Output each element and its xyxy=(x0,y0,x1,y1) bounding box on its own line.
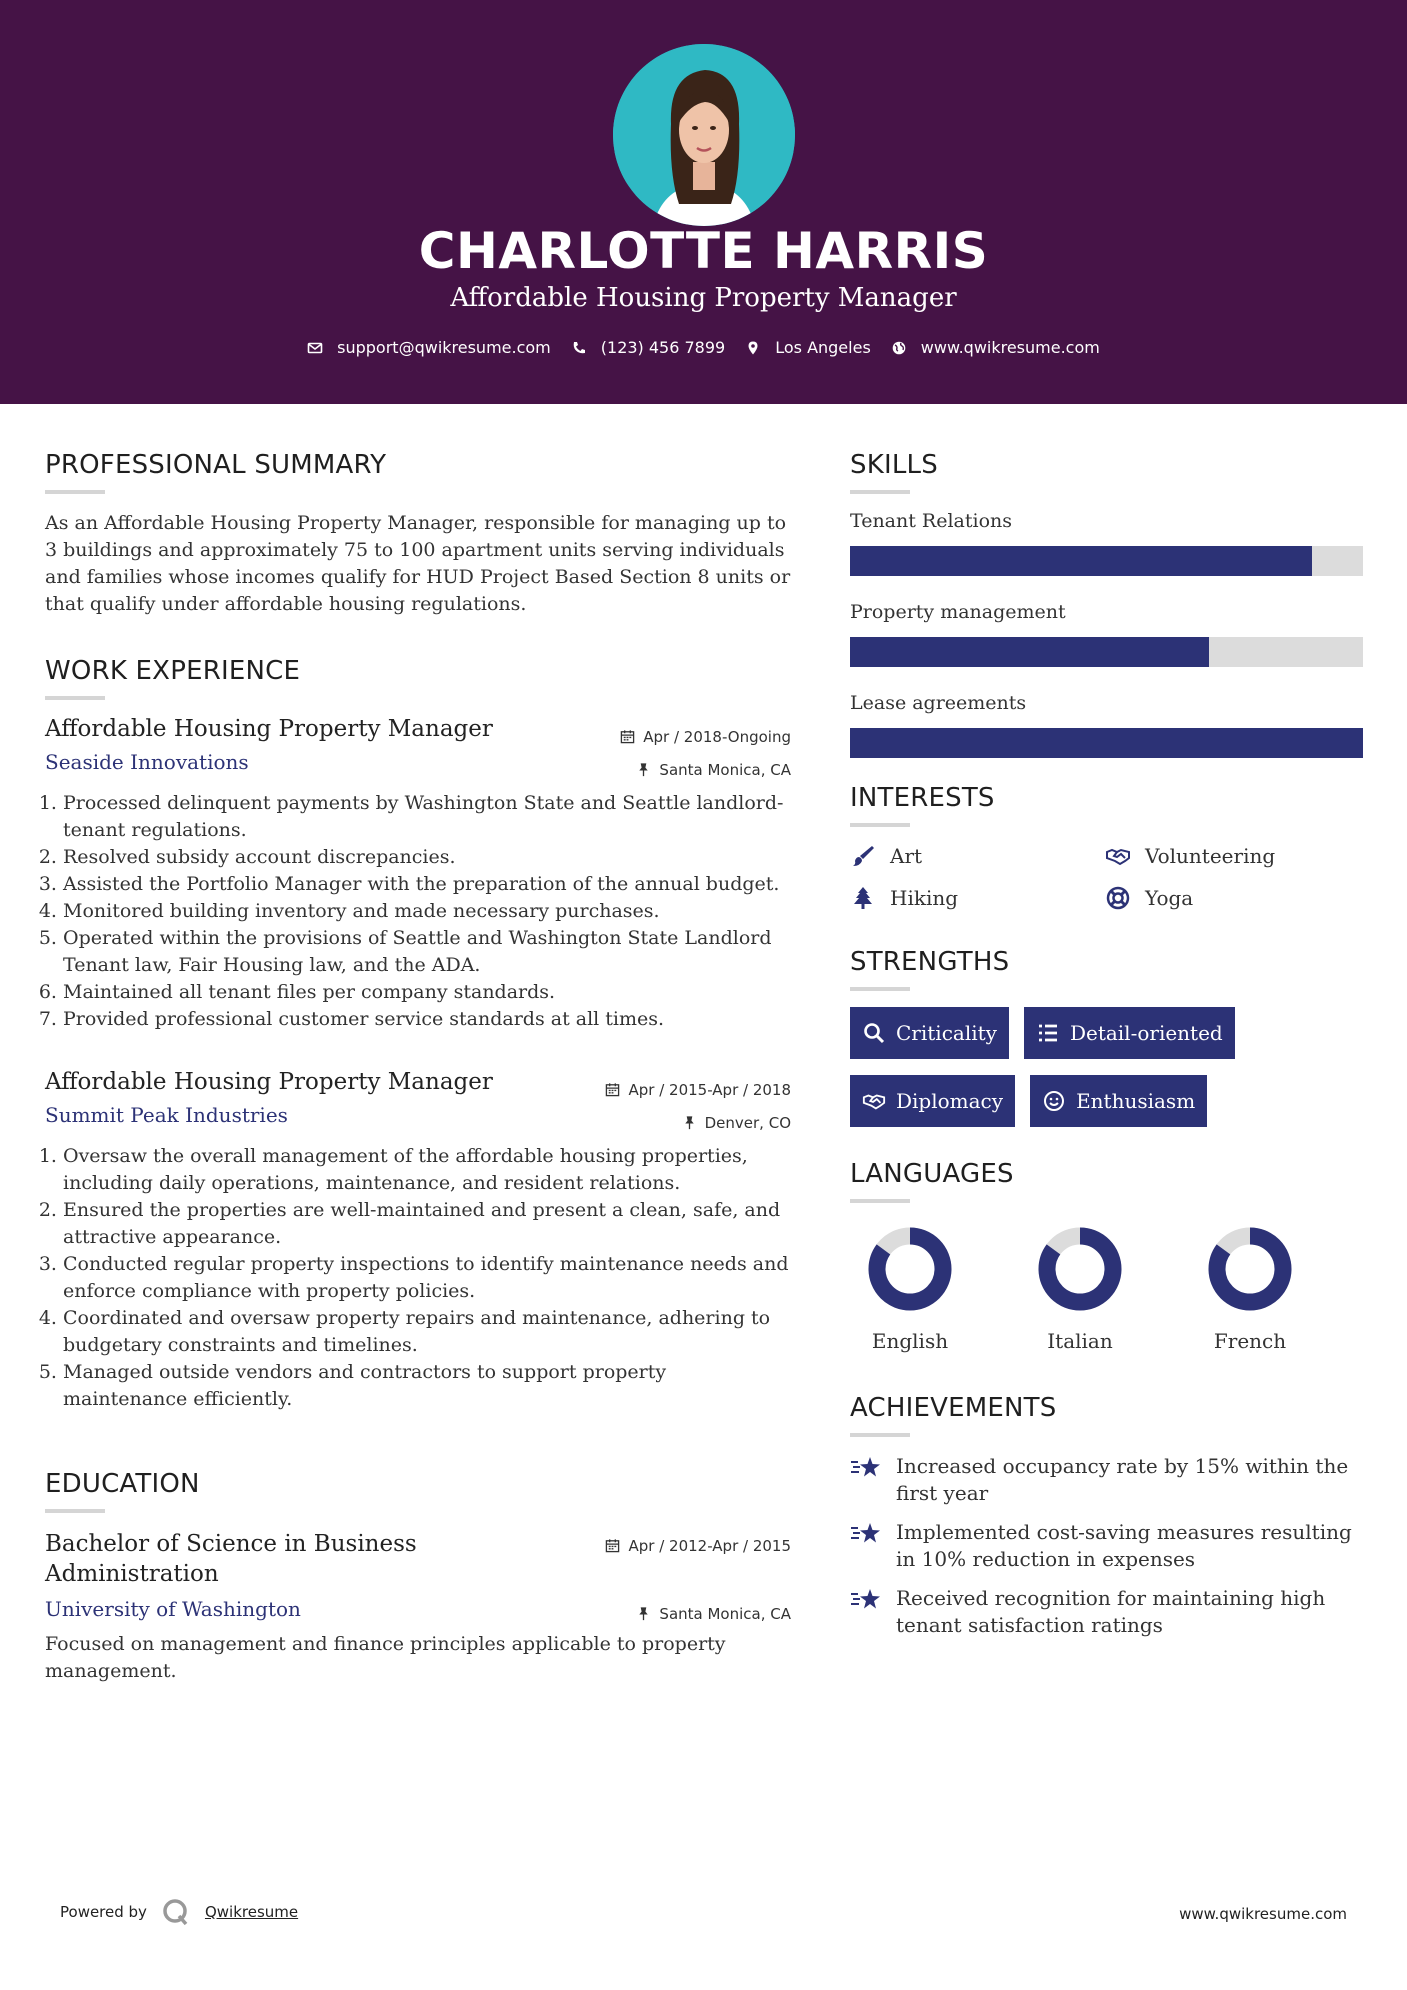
school-name: University of Washington xyxy=(45,1597,301,1621)
strength-badge xyxy=(850,1075,1015,1127)
company-name: Seaside Innovations xyxy=(45,750,249,774)
job-dates-text: Apr / 2018-Ongoing xyxy=(643,727,791,746)
job-dates xyxy=(620,720,791,753)
strength-label: Diplomacy xyxy=(896,1089,1004,1113)
footer-powered-by xyxy=(60,1897,298,1927)
education-dates-text: Apr / 2012-Apr / 2015 xyxy=(628,1536,791,1555)
job-entry xyxy=(45,716,791,1033)
pushpin-icon xyxy=(682,1115,697,1130)
achievement-item xyxy=(850,1585,1363,1639)
skill-bar xyxy=(850,637,1363,667)
languages-heading: LANGUAGES xyxy=(850,1159,1014,1189)
strength-label: Criticality xyxy=(896,1021,997,1045)
interest-item xyxy=(1105,885,1360,911)
shooting-star-icon xyxy=(850,1520,882,1548)
interest-item xyxy=(850,885,1105,911)
calendar-icon xyxy=(605,1082,620,1097)
heading-underline xyxy=(850,1433,910,1437)
lifering-icon xyxy=(1105,885,1131,911)
education-entry xyxy=(45,1529,791,1685)
achievement-text: Implemented cost-saving measures resulting in 10% reduction in expenses xyxy=(896,1520,1352,1571)
language-name: Italian xyxy=(1047,1329,1113,1353)
interests-section xyxy=(850,783,1363,911)
powered-by-label: Powered by xyxy=(60,1903,147,1921)
skill-bar-fill xyxy=(850,546,1312,576)
strength-badge xyxy=(850,1007,1009,1059)
footer-website[interactable]: www.qwikresume.com xyxy=(1179,1905,1347,1923)
contact-email[interactable] xyxy=(307,338,551,357)
job-dates-text: Apr / 2015-Apr / 2018 xyxy=(628,1080,791,1099)
calendar-icon xyxy=(605,1538,620,1553)
interest-label: Art xyxy=(890,844,923,868)
language-donut xyxy=(1030,1219,1130,1319)
strength-badge xyxy=(1024,1007,1235,1059)
interests-heading: INTERESTS xyxy=(850,783,995,813)
heading-underline xyxy=(850,1199,910,1203)
contact-website[interactable] xyxy=(891,338,1100,357)
education-heading: EDUCATION xyxy=(45,1469,200,1499)
language-name: French xyxy=(1213,1329,1287,1353)
heading-underline xyxy=(850,823,910,827)
achievement-item xyxy=(850,1453,1363,1507)
pushpin-icon xyxy=(636,1606,651,1621)
duty-item: 4. Coordinated and oversaw property repairs and maintenance, adhering to budgetary constraints and timelines. xyxy=(63,1305,791,1359)
email-text: support@qwikresume.com xyxy=(337,338,551,357)
duty-item: 1. Processed delinquent payments by Washington State and Seattle landlord-tenant regulations. xyxy=(63,790,791,844)
language-donut xyxy=(1200,1219,1300,1319)
language-list xyxy=(850,1219,1363,1353)
candidate-role: Affordable Housing Property Manager xyxy=(450,283,957,313)
achievement-text: Increased occupancy rate by 15% within the first year xyxy=(896,1454,1349,1505)
job-title: Affordable Housing Property Manager xyxy=(45,1069,493,1095)
paintbrush-icon xyxy=(850,843,876,869)
job-dates xyxy=(605,1073,791,1106)
heading-underline xyxy=(45,490,105,494)
job-location xyxy=(620,753,791,786)
job-title: Affordable Housing Property Manager xyxy=(45,716,493,742)
duty-item: 7. Provided professional customer service standards at all times. xyxy=(63,1006,791,1033)
interest-item xyxy=(1105,843,1360,869)
achievement-item xyxy=(850,1519,1363,1573)
duty-item: 5. Managed outside vendors and contractors to support property maintenance efficiently. xyxy=(63,1359,791,1413)
achievements-heading: ACHIEVEMENTS xyxy=(850,1393,1057,1423)
education-location-text: Santa Monica, CA xyxy=(659,1604,791,1623)
strength-badges xyxy=(850,1007,1250,1127)
strength-badge xyxy=(1030,1075,1207,1127)
avatar xyxy=(613,44,795,226)
language-name: English xyxy=(871,1329,949,1353)
achievement-text: Received recognition for maintaining high tenant satisfaction ratings xyxy=(896,1586,1326,1637)
heading-underline xyxy=(850,490,910,494)
website-text: www.qwikresume.com xyxy=(920,338,1100,357)
skill-item xyxy=(850,692,1363,758)
summary-text: As an Affordable Housing Property Manager, responsible for managing up to 3 buildings and approximately 75 to 100 apartment units serving individuals and families whose incomes qualify for HUD Project Based Section 8 units or that qualify under affordable housing regulations. xyxy=(45,512,791,615)
education-description: Focused on management and finance principles applicable to property management. xyxy=(45,1633,726,1682)
portrait-image xyxy=(613,44,795,226)
company-name: Summit Peak Industries xyxy=(45,1103,288,1127)
duty-item: 2. Resolved subsidy account discrepancies. xyxy=(63,844,791,871)
pushpin-icon xyxy=(636,762,651,777)
skill-bar-fill xyxy=(850,728,1363,758)
language-item xyxy=(1030,1219,1130,1353)
strengths-section xyxy=(850,947,1363,1127)
interest-label: Volunteering xyxy=(1145,844,1276,868)
envelope-icon xyxy=(307,340,323,356)
job-location-text: Denver, CO xyxy=(704,1113,791,1132)
job-location-text: Santa Monica, CA xyxy=(659,760,791,779)
job-meta xyxy=(605,1073,791,1139)
globe-icon xyxy=(891,340,907,356)
duty-item: 6. Maintained all tenant files per company standards. xyxy=(63,979,791,1006)
education-section xyxy=(45,1469,791,1685)
qwikresume-link[interactable]: Qwikresume xyxy=(204,1903,299,1921)
duty-item: 3. Conducted regular property inspections to identify maintenance needs and enforce compliance with property policies. xyxy=(63,1251,791,1305)
shooting-star-icon xyxy=(850,1454,882,1482)
skill-name: Lease agreements xyxy=(850,692,1027,714)
language-item xyxy=(1200,1219,1300,1353)
skill-bar xyxy=(850,728,1363,758)
strength-label: Detail-oriented xyxy=(1069,1021,1223,1045)
duty-item: 3. Assisted the Portfolio Manager with the preparation of the annual budget. xyxy=(63,871,791,898)
interest-label: Yoga xyxy=(1145,886,1194,910)
experience-section xyxy=(45,656,791,1413)
duty-item: 1. Oversaw the overall management of the affordable housing properties, including daily operations, maintenance, and resident relations. xyxy=(63,1143,791,1197)
duty-item: 2. Ensured the properties are well-maintained and present a clean, safe, and attractive appearance. xyxy=(63,1197,791,1251)
job-entry xyxy=(45,1069,791,1413)
duty-item: 4. Monitored building inventory and made necessary purchases. xyxy=(63,898,791,925)
duties-list xyxy=(45,790,791,1033)
strengths-heading: STRENGTHS xyxy=(850,947,1010,977)
job-meta xyxy=(620,720,791,786)
shooting-star-icon xyxy=(850,1586,882,1614)
map-pin-icon xyxy=(745,340,761,356)
duties-list xyxy=(45,1143,791,1413)
handshake-icon xyxy=(1105,843,1131,869)
contact-phone[interactable] xyxy=(571,338,725,357)
resume-header xyxy=(0,0,1407,404)
left-column xyxy=(45,450,791,1685)
skill-name: Tenant Relations xyxy=(850,510,1013,532)
list-icon xyxy=(1036,1021,1060,1045)
skill-bar-fill xyxy=(850,637,1209,667)
skills-heading: SKILLS xyxy=(850,450,938,480)
skill-item xyxy=(850,510,1363,576)
heading-underline xyxy=(850,987,910,991)
skill-bar xyxy=(850,546,1363,576)
phone-icon xyxy=(571,340,587,356)
search-icon xyxy=(862,1021,886,1045)
interest-label: Hiking xyxy=(890,886,959,910)
calendar-icon xyxy=(620,729,635,744)
skill-name: Property management xyxy=(850,601,1066,623)
degree-title: Bachelor of Science in Business Administration xyxy=(45,1531,417,1587)
location-text: Los Angeles xyxy=(775,338,871,357)
strength-label: Enthusiasm xyxy=(1076,1089,1196,1113)
skills-section xyxy=(850,450,1363,758)
candidate-name: CHARLOTTE HARRIS xyxy=(418,222,989,280)
phone-text: (123) 456 7899 xyxy=(600,338,726,357)
handshake-icon xyxy=(862,1089,886,1113)
achievements-section xyxy=(850,1393,1363,1639)
right-column xyxy=(850,450,1363,1651)
language-donut xyxy=(860,1219,960,1319)
languages-section xyxy=(850,1159,1363,1353)
tree-icon xyxy=(850,885,876,911)
contact-bar xyxy=(0,338,1407,357)
education-location xyxy=(605,1597,791,1630)
interest-item xyxy=(850,843,1105,869)
contact-location xyxy=(745,338,871,357)
experience-heading: WORK EXPERIENCE xyxy=(45,656,301,686)
summary-heading: PROFESSIONAL SUMMARY xyxy=(45,450,387,480)
education-meta xyxy=(605,1529,791,1630)
heading-underline xyxy=(45,696,105,700)
language-item xyxy=(860,1219,960,1353)
duty-item: 5. Operated within the provisions of Seattle and Washington State Landlord Tenant law, Fair Housing law, and the ADA. xyxy=(63,925,791,979)
heading-underline xyxy=(45,1509,105,1513)
smile-icon xyxy=(1042,1089,1066,1113)
job-location xyxy=(605,1106,791,1139)
qwikresume-logo-icon xyxy=(161,1897,191,1927)
summary-section xyxy=(45,450,791,618)
skill-item xyxy=(850,601,1363,667)
interests-grid xyxy=(850,843,1363,911)
education-dates xyxy=(605,1529,791,1562)
